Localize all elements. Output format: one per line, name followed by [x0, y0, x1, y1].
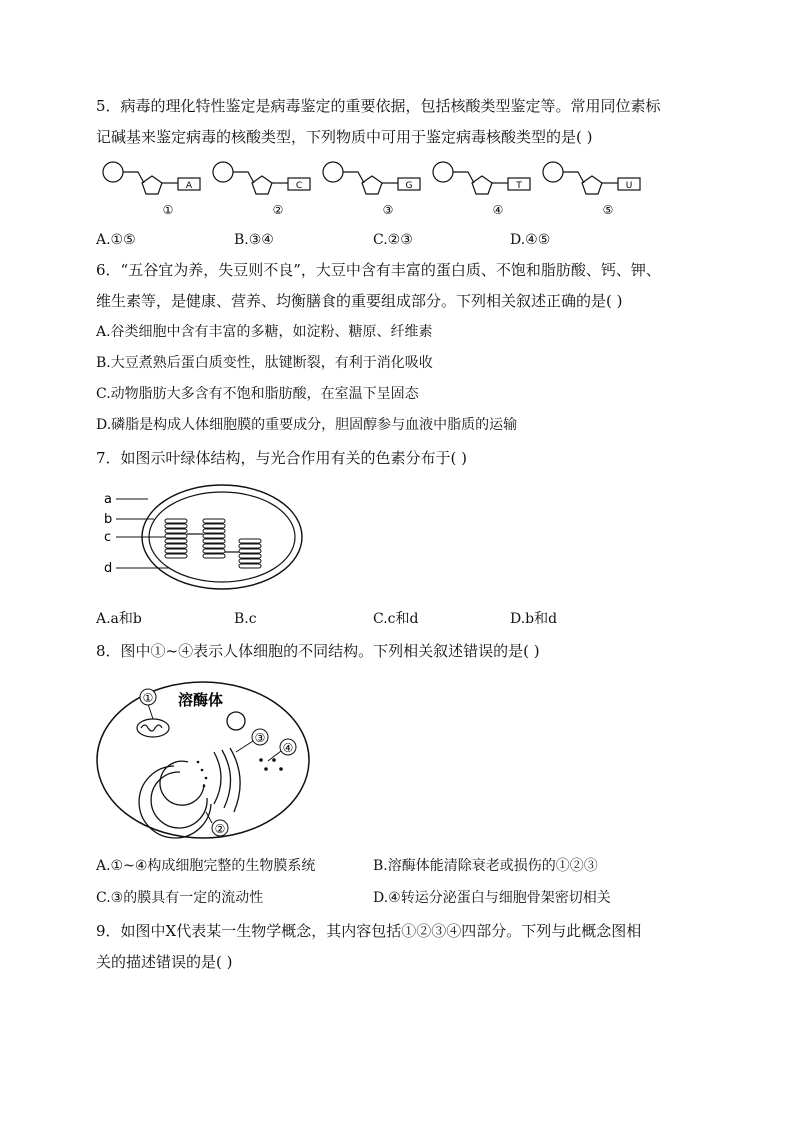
- ribosome-dots: [197, 761, 208, 788]
- q5-option-c: C.②③: [373, 232, 413, 248]
- label-a: a: [104, 492, 112, 507]
- nucleotide-figure: [96, 156, 656, 218]
- label-d: d: [104, 561, 113, 576]
- base-label: A: [185, 181, 193, 191]
- base-label: G: [405, 181, 413, 191]
- q6-option-c: C.动物脂肪大多含有不饱和脂肪酸，在室温下呈固态: [96, 386, 419, 402]
- q6-stem-line1: 6．“五谷宜为养，失豆则不良”，大豆中含有丰富的蛋白质、不饱和脂肪酸、钙、钾、: [96, 261, 661, 279]
- nucleotide-number: ③: [382, 203, 394, 217]
- q8-stem: 8．图中①~④表示人体细胞的不同结构。下列相关叙述错误的是( ): [96, 642, 540, 660]
- chloroplast-figure: [96, 482, 306, 592]
- q5-stem-line1: 5．病毒的理化特性鉴定是病毒鉴定的重要依据，包括核酸类型鉴定等。常用同位素标: [96, 97, 661, 115]
- q5-stem-line2: 记碱基来鉴定病毒的核酸类型，下列物质中可用于鉴定病毒核酸类型的是( ): [96, 128, 593, 146]
- mitochondrion: [137, 719, 169, 737]
- q7-option-c: C.c和d: [373, 611, 419, 627]
- q6-option-d: D.磷脂是构成人体细胞膜的重要成分，胆固醇参与血液中脂质的运输: [96, 417, 518, 433]
- q6-stem-line2: 维生素等，是健康、营养、均衡膳食的重要组成部分。下列相关叙述正确的是( ): [96, 292, 623, 310]
- q7-option-a: A.a和b: [96, 611, 142, 627]
- nucleotide-5: [543, 162, 640, 217]
- q5-option-b: B.③④: [234, 232, 274, 248]
- q8-option-b: B.溶酶体能清除衰老或损伤的①②③: [373, 858, 598, 874]
- nucleotide-number: ②: [272, 203, 284, 217]
- base-label: C: [295, 181, 303, 191]
- nucleotide-3: [323, 162, 420, 217]
- label-c: c: [104, 530, 112, 545]
- lysosome: [227, 712, 245, 730]
- q5-option-a: A.①⑤: [96, 232, 136, 248]
- q9-stem-line1: 9．如图中X代表某一生物学概念，其内容包括①②③④四部分。下列与此概念图相: [96, 922, 642, 940]
- q6-option-b: B.大豆煮熟后蛋白质变性，肽键断裂，有利于消化吸收: [96, 355, 433, 371]
- q6-option-a: A.谷类细胞中含有丰富的多糖，如淀粉、糖原、纤维素: [96, 324, 433, 340]
- nucleotide-number: ④: [492, 203, 504, 217]
- marker-4: ④: [282, 741, 294, 755]
- marker-3: ③: [254, 731, 266, 745]
- nucleotide-4: [433, 162, 530, 217]
- nucleotide-1: [103, 162, 200, 217]
- base-label: T: [516, 181, 522, 191]
- granum-3: [239, 539, 261, 568]
- q9-stem-line2: 关的描述错误的是( ): [96, 953, 233, 971]
- nucleotide-2: [213, 162, 310, 217]
- q8-option-c: C.③的膜具有一定的流动性: [96, 890, 264, 906]
- q8-option-a: A.①~④构成细胞完整的生物膜系统: [96, 858, 316, 874]
- lysosome-label: 溶酶体: [178, 691, 224, 709]
- q7-option-b: B.c: [234, 611, 257, 627]
- golgi-apparatus: [214, 748, 240, 812]
- nucleotide-number: ⑤: [602, 203, 614, 217]
- marker-2: ②: [214, 822, 226, 836]
- label-b: b: [104, 512, 113, 527]
- base-label: U: [625, 181, 633, 191]
- q8-option-d: D.④转运分泌蛋白与细胞骨架密切相关: [373, 890, 611, 906]
- q7-stem: 7．如图示叶绿体结构，与光合作用有关的色素分布于( ): [96, 449, 468, 467]
- granum-1: [165, 519, 187, 558]
- cell-figure: [96, 676, 316, 844]
- nucleotide-number: ①: [162, 203, 174, 217]
- endoplasmic-reticulum: [139, 761, 211, 838]
- marker-1: ①: [142, 691, 154, 705]
- vesicles: [259, 758, 283, 771]
- q7-option-d: D.b和d: [510, 611, 558, 627]
- granum-2: [203, 519, 225, 558]
- q5-option-d: D.④⑤: [510, 232, 551, 248]
